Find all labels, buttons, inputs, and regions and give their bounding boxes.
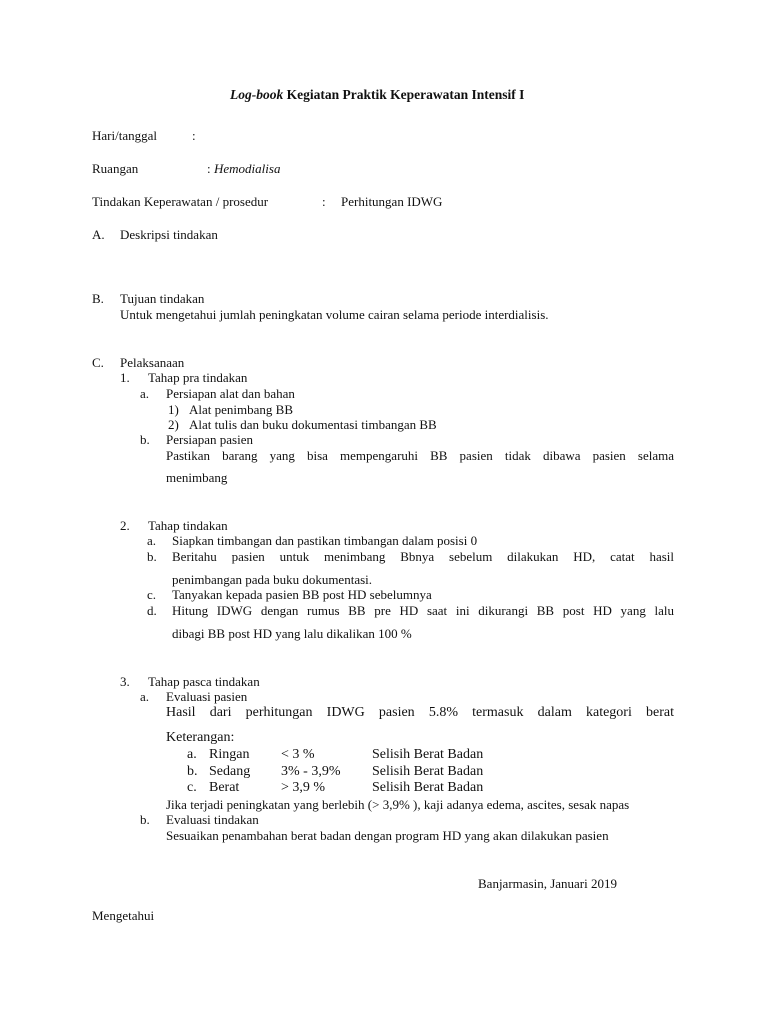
tindakan-value: Perhitungan IDWG bbox=[341, 194, 443, 209]
step2-b-line1: Beritahu pasien untuk menimbang Bbnya sebelum dilakukan HD, catat hasil bbox=[172, 549, 674, 564]
step2-b-marker: b. bbox=[147, 549, 157, 564]
kategori-desc: Selisih Berat Badan bbox=[372, 747, 484, 762]
step1-item-marker: 1) bbox=[168, 402, 179, 417]
step3-b-text: Sesuaikan penambahan berat badan dengan program HD yang akan dilakukan pasien bbox=[166, 828, 609, 843]
step2-b-line2: penimbangan pada buku dokumentasi. bbox=[172, 572, 373, 587]
step3-b-label: Evaluasi tindakan bbox=[166, 812, 259, 827]
step1-item-text: Alat penimbang BB bbox=[189, 402, 293, 417]
step1-label: Tahap pra tindakan bbox=[148, 370, 248, 385]
section-b-label: Tujuan tindakan bbox=[120, 291, 205, 306]
step1-item-text: Alat tulis dan buku dokumentasi timbangan BB bbox=[189, 417, 437, 432]
step1-marker: 1. bbox=[120, 370, 130, 385]
step2-d-marker: d. bbox=[147, 603, 157, 618]
tindakan-colon: : bbox=[322, 194, 326, 209]
step2-d-line2: dibagi BB post HD yang lalu dikalikan 100 % bbox=[172, 626, 412, 641]
title-rest: Kegiatan Praktik Keperawatan Intensif I bbox=[286, 87, 525, 102]
kategori-desc: Selisih Berat Badan bbox=[372, 764, 484, 779]
step2-d-line1: Hitung IDWG dengan rumus BB pre HD saat ini dikurangi BB post HD yang lalu bbox=[172, 603, 674, 618]
kategori-range: < 3 % bbox=[281, 747, 315, 762]
step1-b-line1: Pastikan barang yang bisa mempengaruhi BB pasien tidak dibawa pasien selama bbox=[166, 448, 674, 463]
step2-c-marker: c. bbox=[147, 587, 157, 602]
ruangan-label: Ruangan bbox=[92, 161, 139, 176]
hari-label: Hari/tanggal bbox=[92, 128, 157, 143]
step1-b-marker: b. bbox=[140, 432, 150, 447]
keterangan-label: Keterangan: bbox=[166, 730, 235, 745]
section-b-body: Untuk mengetahui jumlah peningkatan volume cairan selama periode interdialisis. bbox=[120, 307, 549, 322]
place-date: Banjarmasin, Januari 2019 bbox=[478, 876, 617, 891]
kategori-name: Sedang bbox=[209, 764, 251, 779]
kategori-range: 3% - 3,9% bbox=[281, 764, 341, 779]
title-italic: Log-book bbox=[230, 87, 284, 102]
kategori-name: Berat bbox=[209, 780, 240, 795]
section-a-marker: A. bbox=[92, 227, 105, 242]
step2-a-marker: a. bbox=[147, 533, 157, 548]
step3-label: Tahap pasca tindakan bbox=[148, 674, 260, 689]
step3-marker: 3. bbox=[120, 674, 130, 689]
step2-label: Tahap tindakan bbox=[148, 518, 228, 533]
kategori-marker: b. bbox=[187, 764, 198, 779]
ruangan-colon: : bbox=[207, 161, 211, 176]
step2-a-text: Siapkan timbangan dan pastikan timbangan dalam posisi 0 bbox=[172, 533, 478, 548]
kategori-marker: a. bbox=[187, 747, 197, 762]
section-c-label: Pelaksanaan bbox=[120, 355, 185, 370]
mengetahui-label: Mengetahui bbox=[92, 908, 155, 923]
step3-note: Jika terjadi peningkatan yang berlebih (> 3,9% ), kaji adanya edema, ascites, sesak napas bbox=[166, 797, 630, 812]
step1-item-marker: 2) bbox=[168, 417, 179, 432]
step2-marker: 2. bbox=[120, 518, 130, 533]
section-a-label: Deskripsi tindakan bbox=[120, 227, 218, 242]
kategori-range: > 3,9 % bbox=[281, 780, 326, 795]
step3-a-marker: a. bbox=[140, 689, 150, 704]
step3-b-marker: b. bbox=[140, 812, 150, 827]
kategori-desc: Selisih Berat Badan bbox=[372, 780, 484, 795]
step3-a-line1: Hasil dari perhitungan IDWG pasien 5.8% termasuk dalam kategori berat bbox=[166, 705, 674, 720]
step1-a-marker: a. bbox=[140, 386, 150, 401]
step1-b-label: Persiapan pasien bbox=[166, 432, 254, 447]
kategori-marker: c. bbox=[187, 780, 197, 795]
section-c-marker: C. bbox=[92, 355, 104, 370]
page-title bbox=[230, 87, 524, 103]
ruangan-value: Hemodialisa bbox=[214, 161, 281, 176]
step1-a-label: Persiapan alat dan bahan bbox=[166, 386, 295, 401]
hari-colon: : bbox=[192, 128, 196, 143]
tindakan-label: Tindakan Keperawatan / prosedur bbox=[92, 194, 269, 209]
section-b-marker: B. bbox=[92, 291, 104, 306]
step2-c-text: Tanyakan kepada pasien BB post HD sebelumnya bbox=[172, 587, 432, 602]
step1-b-line2: menimbang bbox=[166, 470, 228, 485]
step3-a-label: Evaluasi pasien bbox=[166, 689, 248, 704]
kategori-name: Ringan bbox=[209, 747, 250, 762]
